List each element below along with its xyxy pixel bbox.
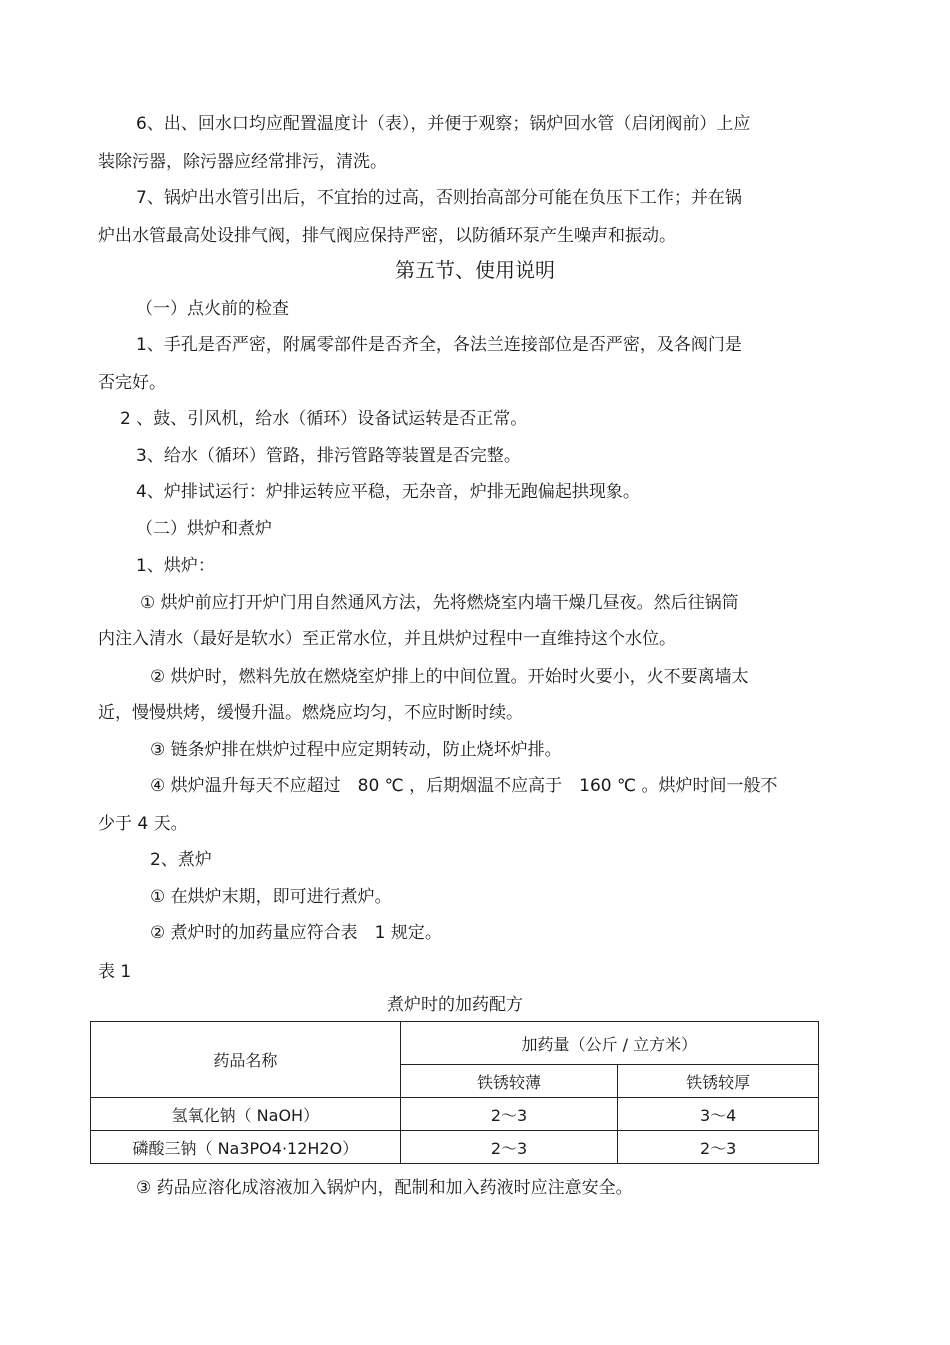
header-dosage: 加药量（公斤 / 立方米） — [400, 1022, 818, 1065]
paragraph-6-line-2: 装除污器，除污器应经常排污，清洗。 — [98, 152, 387, 172]
check-item-1-line-2: 否完好。 — [98, 373, 166, 393]
dose-thick-cell: 2～3 — [618, 1131, 819, 1164]
dosage-table — [90, 1021, 819, 1164]
bake-step-4-line-2: 少于 4 天。 — [98, 814, 188, 834]
bake-step-3: ③ 链条炉排在烘炉过程中应定期转动，防止烧坏炉排。 — [150, 740, 562, 760]
header-rust-thin: 铁锈较薄 — [400, 1065, 618, 1098]
boil-step-3: ③ 药品应溶化成溶液加入锅炉内，配制和加入药液时应注意安全。 — [136, 1178, 633, 1198]
table-label: 表 1 — [98, 962, 132, 982]
bake-step-2-line-1: ② 烘炉时，燃料先放在燃烧室炉排上的中间位置。开始时火要小，火不要离墙太 — [150, 667, 749, 687]
boil-step-2: ② 煮炉时的加药量应符合表 1 规定。 — [150, 923, 442, 943]
drug-name-cell: 磷酸三钠（ Na3PO4·12H2O） — [91, 1131, 401, 1164]
dose-thin-cell: 2～3 — [400, 1098, 618, 1131]
paragraph-7-line-1: 7、锅炉出水管引出后，不宜抬的过高，否则抬高部分可能在负压下工作；并在锅 — [136, 188, 742, 208]
bake-step-2-line-2: 近，慢慢烘烤，缓慢升温。燃烧应均匀，不应时断时续。 — [98, 703, 523, 723]
drug-name-cell: 氢氧化钠（ NaOH） — [91, 1098, 401, 1131]
boil-step-1: ① 在烘炉末期，即可进行煮炉。 — [150, 887, 392, 907]
check-item-1-line-1: 1、手孔是否严密，附属零部件是否齐全，各法兰连接部位是否严密，及各阀门是 — [136, 335, 742, 355]
table-header-row — [91, 1022, 819, 1065]
paragraph-7-line-2: 炉出水管最高处设排气阀，排气阀应保持严密，以防循环泵产生噪声和振动。 — [98, 226, 676, 246]
paragraph-6-line-1: 6、出、回水口均应配置温度计（表），并便于观察；锅炉回水管（启闭阀前）上应 — [136, 114, 751, 134]
boil-subheading: 2、煮炉 — [150, 850, 212, 870]
bake-step-4-line-1: ④ 烘炉温升每天不应超过 80 ℃ ，后期烟温不应高于 160 ℃ 。烘炉时间一般不 — [150, 776, 778, 796]
table-row — [91, 1098, 819, 1131]
table-caption: 煮炉时的加药配方 — [387, 995, 523, 1015]
bake-subheading: 1、烘炉： — [136, 556, 215, 576]
dose-thick-cell: 3～4 — [618, 1098, 819, 1131]
bake-heading: （二）烘炉和煮炉 — [136, 519, 272, 539]
header-drug-name: 药品名称 — [91, 1022, 401, 1098]
header-rust-thick: 铁锈较厚 — [618, 1065, 819, 1098]
check-item-4: 4、炉排试运行：炉排运转应平稳，无杂音，炉排无跑偏起拱现象。 — [136, 482, 640, 502]
check-heading: （一）点火前的检查 — [136, 299, 289, 319]
check-item-3: 3、给水（循环）管路，排污管路等装置是否完整。 — [136, 446, 521, 466]
table-row — [91, 1131, 819, 1164]
check-item-2: 2 、鼓、引风机，给水（循环）设备试运转是否正常。 — [120, 409, 528, 429]
bake-step-1-line-2: 内注入清水（最好是软水）至正常水位，并且烘炉过程中一直维持这个水位。 — [98, 629, 676, 649]
dose-thin-cell: 2～3 — [400, 1131, 618, 1164]
section-title: 第五节、使用说明 — [395, 258, 555, 282]
bake-step-1-line-1: ① 烘炉前应打开炉门用自然通风方法，先将燃烧室内墙干燥几昼夜。然后往锅筒 — [140, 593, 739, 613]
